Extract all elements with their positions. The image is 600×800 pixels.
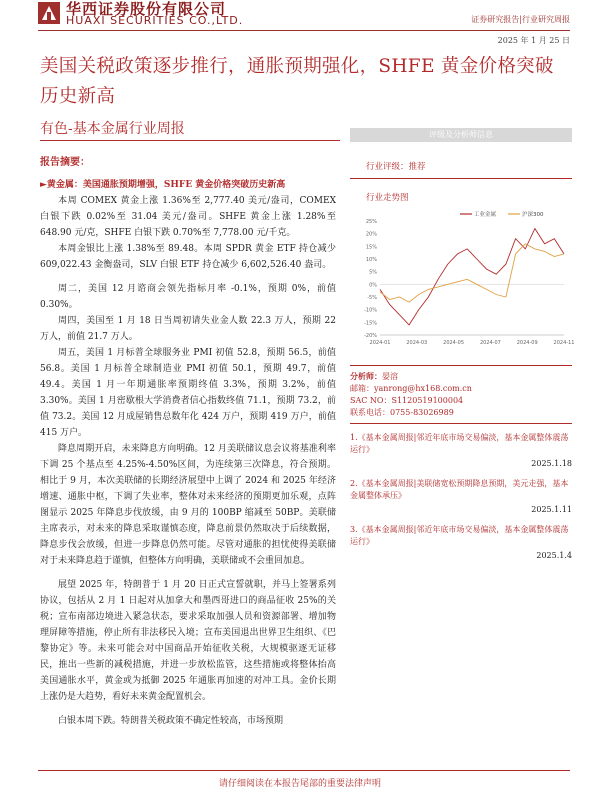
y-tick-label: -20% (364, 333, 377, 339)
summary-paragraph: 本周 COMEX 黄金上涨 1.36%至 2,777.40 美元/盎司，COMEX 白银下跌 0.02%至 31.04 美元/盎司。SHFE 黄金上涨 1.28%至 648.90 元/克，SHFE 白银下跌 0.70%至 7,778.00 元/千克。 (40, 196, 336, 238)
section-heading: ►黄金属：美国通胀预期增强，SHFE 黄金价格突破历史新高 (40, 180, 286, 190)
analyst-divider (350, 365, 572, 366)
y-tick-label: 5% (369, 269, 377, 276)
summary-paragraph: 周二，美国 12 月谘商会领先指标月率 -0.1%，预期 0%，前值 0.30%。 (40, 284, 336, 310)
x-tick-label: 2024-07 (479, 340, 501, 346)
sac-label: SAC NO： (350, 396, 392, 405)
rating-value: 推荐 (408, 162, 426, 172)
company-name-en: HUAXI SECURITIES CO.,LTD. (66, 14, 244, 27)
y-tick-label: 20% (365, 231, 377, 238)
x-tick-label: 2024-05 (443, 340, 465, 346)
title-divider (40, 140, 340, 141)
related-report[interactable] (350, 524, 572, 562)
related-report-title: 1.《基本金属周报|邻近年底市场交易偏淡，基本金属整体震荡运行》 (350, 433, 569, 454)
footer-divider (38, 770, 570, 771)
sidebar (350, 128, 575, 562)
summary-paragraph: 展望 2025 年，特朗普于 1 月 20 日正式宣誓就职，并马上签署系列协议，包括从 2 月 1 日起对从加拿大和墨西哥进口的商品征收 25%的关税；宣布南部边境进入紧急状态，要求采取加强人员和资源部署、增加物理屏障等措施，停止所有非法移民入境；宣布美国退出世界卫生组织、《巴黎协定》等。未来可能会对中国商品开始征收关税，大规模驱逐无证移民，推出一些新的减税措施，并进一步放松监管，这些措施或将整体抬高美国通胀水平，黄金或为抵御 2025 年通胀再加速的对冲工具。金价长期上涨仍是大趋势，看好未来黄金配置机会。 (40, 580, 336, 702)
y-tick-label: 15% (365, 244, 377, 251)
related-report[interactable] (350, 478, 572, 516)
trend-chart (350, 207, 575, 357)
report-title: 美国关税政策逐步推行，通胀预期强化，SHFE 黄金价格突破历史新高 (40, 56, 554, 107)
related-report-date: 2025.1.4 (536, 551, 572, 560)
industry-rating (366, 160, 572, 172)
series-line-1 (380, 244, 564, 302)
summary-paragraph: 白银本周下跌。特朗普关税政策不确定性较高，市场预期 (58, 716, 284, 726)
y-tick-label: 0% (369, 282, 377, 289)
x-tick-label: 2024-11 (553, 340, 575, 346)
y-tick-label: -15% (364, 320, 377, 327)
y-tick-label: 10% (365, 257, 377, 263)
related-report-title: 3.《基本金属周报|邻近年底市场交易偏淡，基本金属整体震荡运行》 (350, 525, 569, 546)
summary-paragraph: 周四，美国至 1 月 18 日当周初请失业金人数 22.3 万人，预期 22 万人，前值 21.7 万人。 (40, 316, 336, 342)
legal-notice[interactable]: 请仔细阅读在本报告尾部的重要法律声明 (218, 779, 381, 789)
x-tick-label: 2024-09 (516, 340, 538, 346)
series-line-0 (380, 229, 564, 325)
summary-paragraph: 降息周期开启，未来降息方向明确。12 月美联储议息会议将基准利率下调 25 个基点至 4.25%-4.50%区间，为连续第三次降息，符合预期。相比于 9 月，本次美联储的长期经济展望中上调了 2024 和 2025 年经济增速、通胀中枢，下调了失业率，整体对未来经济的预期更加乐观，点阵图显示 2025 年降息步伐放缓，由 9 月的 100BP 缩减至 50BP。美联储主席表示，对未来的降息采取谨慎态度，降息前景仍然取决于后续数据，降息步伐会放缓，但进一步降息仍然可能。尽管对通胀的担忧使得美联储对于未来降息趋于谨慎，但整体方向明确，美联储或不会重回加息。 (40, 444, 336, 566)
rating-divider (350, 178, 572, 179)
header-divider (38, 30, 570, 31)
related-report-date: 2025.1.11 (531, 505, 572, 514)
email-label: 邮箱： (350, 384, 374, 393)
analyst-name: 晏溶 (382, 372, 398, 381)
summary-paragraph: 本周金银比上涨 1.38%至 89.48。本周 SPDR 黄金 ETF 持仓减少 609,022.43 金衡盎司，SLV 白银 ETF 持仓减少 6,602,526.40 盎司。 (40, 244, 336, 270)
analyst-label: 分析师： (350, 371, 382, 381)
huaxi-logo-icon (38, 2, 60, 24)
x-tick-label: 2024-01 (369, 340, 391, 346)
analyst-sac: S1120519100004 (391, 396, 464, 405)
related-report[interactable] (350, 432, 572, 470)
related-divider (350, 423, 572, 424)
related-report-date: 2025.1.18 (531, 459, 572, 468)
summary-column (40, 155, 336, 729)
report-category: 证券研究报告|行业研究周报 (471, 15, 570, 24)
report-subtitle: 有色-基本金属行业周报 (40, 121, 185, 137)
legend-label: 沪深300 (522, 212, 544, 218)
report-date: 2025 年 1 月 25 日 (497, 36, 570, 45)
y-tick-label: 25% (365, 219, 377, 225)
analyst-email[interactable]: yanrong@hx168.com.cn (374, 384, 472, 393)
trend-chart-title: 行业走势图 (366, 193, 409, 203)
summary-paragraph: 周五，美国 1 月标普全球服务业 PMI 初值 52.8，预期 56.5，前值 56.8。美国 1 月标普全球制造业 PMI 初值 50.1，预期 49.7，前值 49.4。美国 1 月一年期通胀率预期终值 3.3%，预期 3.2%，前值 3.30%。美国 1 月密歇根大学消费者信心指数终值 71.1，预期 73.2，前值 73.2。美国 12 月成屋销售总数年化 424 万户，预期 419 万户，前值 415 万户。 (40, 348, 336, 438)
legend-label: 工业金属 (474, 212, 497, 218)
rating-label: 行业评级： (366, 162, 409, 172)
analyst-phone: 0755-83026989 (390, 408, 454, 417)
analyst-info (350, 370, 572, 419)
related-report-title: 2.《基本金属周报|美联储宽松预期降息预期，美元走强，基本金属整体承压》 (350, 479, 569, 500)
rating-section-bar: 评级及分析师信息 (350, 128, 572, 142)
summary-heading: 报告摘要： (40, 157, 90, 168)
y-tick-label: -10% (364, 307, 377, 314)
x-tick-label: 2024-03 (406, 340, 428, 346)
y-tick-label: -5% (367, 295, 377, 301)
company-name-cn: 华西证券股份有限公司 (66, 0, 227, 18)
phone-label: 联系电话： (350, 408, 390, 417)
